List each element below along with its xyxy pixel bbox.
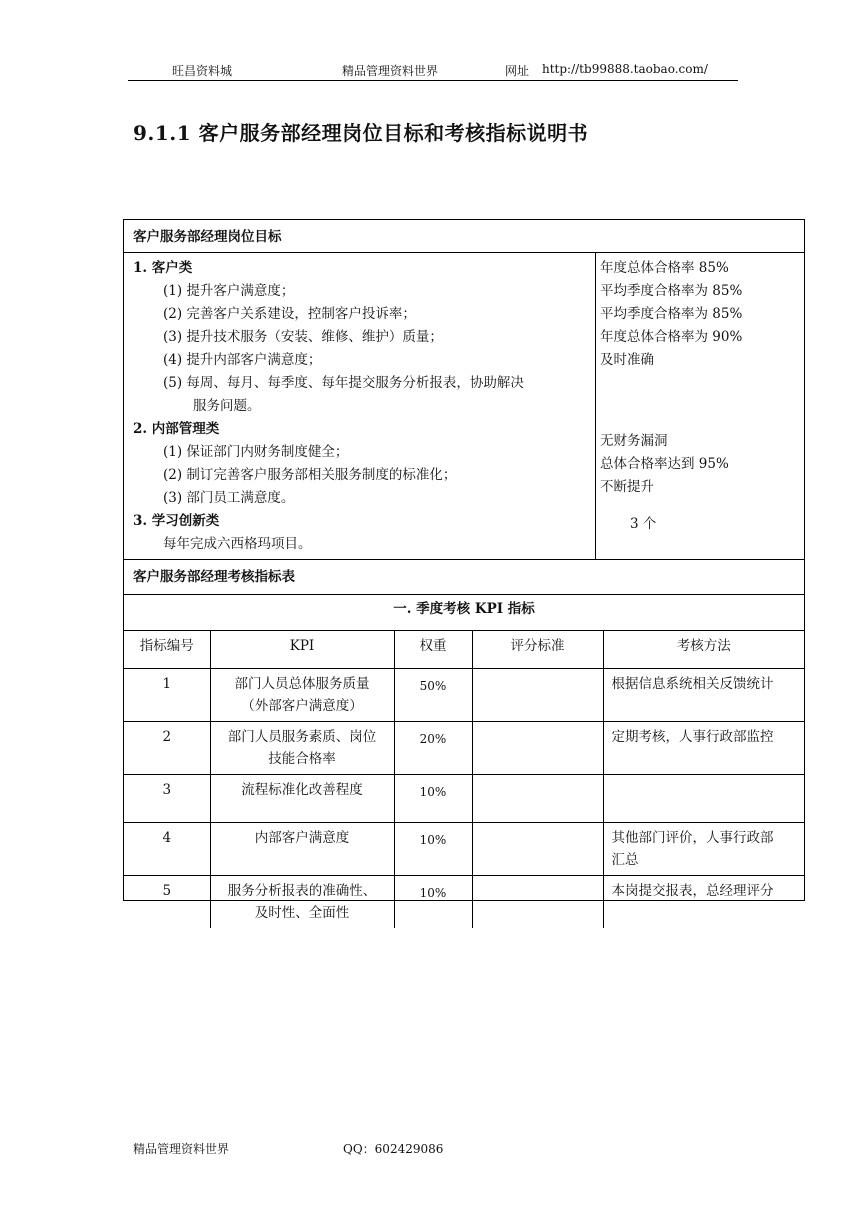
goal-targets: [600, 253, 804, 563]
kpi-name: 流程标准化改善程度: [210, 774, 394, 822]
kpi-method: 其他部门评价，人事行政部 汇总: [603, 822, 804, 875]
kpi-standard: [472, 668, 603, 721]
kpi-name: 部门人员总体服务质量 （外部客户满意度）: [210, 668, 394, 721]
goal-target: 3 个: [630, 516, 657, 532]
kpi-standard: [472, 774, 603, 822]
kpi-column-header: 评分标准: [472, 631, 603, 668]
table-row: [124, 822, 804, 875]
kpi-table: [124, 631, 804, 928]
goal-target: 年度总体合格率 85%: [600, 260, 729, 276]
goal-target: 不断提升: [600, 479, 654, 495]
kpi-standard: [472, 721, 603, 774]
footer-qq-text: QQ：602429086: [343, 1142, 444, 1156]
kpi-name: 服务分析报表的准确性、 及时性、全面性: [210, 875, 394, 928]
goal-category-label: 3. 学习创新类: [133, 513, 220, 529]
kpi-id: 4: [124, 822, 210, 875]
page-title: 9.1.1 客户服务部经理岗位目标和考核指标说明书: [133, 121, 589, 145]
goal-item: (3) 部门员工满意度。: [163, 490, 295, 506]
kpi-weight: 10%: [394, 822, 472, 875]
goal-item: (1) 提升客户满意度；: [163, 283, 295, 299]
goal-item: (4) 提升内部客户满意度；: [163, 352, 322, 368]
header-left-text: 旺昌资料城: [172, 64, 233, 78]
table-row: [124, 774, 804, 822]
page-header: [128, 62, 738, 81]
goal-category-label: 1. 客户类: [133, 260, 193, 276]
kpi-column-header: 考核方法: [603, 631, 804, 668]
kpi-weight: 10%: [394, 875, 472, 928]
kpi-id: 1: [124, 668, 210, 721]
goals-list: [124, 253, 596, 559]
goal-target: 及时准确: [600, 352, 654, 368]
table-row: [124, 721, 804, 774]
kpi-method: 本岗提交报表，总经理评分: [603, 875, 804, 928]
kpi-id: 3: [124, 774, 210, 822]
goal-item: (2) 完善客户关系建设，控制客户投诉率；: [163, 306, 416, 322]
goals-body: [124, 253, 804, 560]
goals-and-kpi-table: [123, 219, 805, 921]
goals-section-heading: 客户服务部经理岗位目标: [124, 220, 804, 253]
goal-target: 平均季度合格率为 85%: [600, 283, 743, 299]
goal-category-label: 2. 内部管理类: [133, 421, 220, 437]
kpi-id: 2: [124, 721, 210, 774]
kpi-weight: 10%: [394, 774, 472, 822]
header-middle-text: 精品管理资料世界: [342, 64, 439, 78]
goal-item: (3) 提升技术服务（安装、维修、维护）质量；: [163, 329, 443, 345]
kpi-column-header: 指标编号: [124, 631, 210, 668]
footer-left-text: 精品管理资料世界: [133, 1142, 230, 1156]
table-row: [124, 875, 804, 928]
kpi-header-row: [124, 631, 804, 668]
goal-item: 每年完成六西格玛项目。: [163, 536, 312, 552]
kpi-weight: 50%: [394, 668, 472, 721]
kpi-standard: [472, 875, 603, 928]
header-url-link[interactable]: http://tb99888.taobao.com/: [542, 62, 708, 76]
goal-target: 无财务漏洞: [600, 433, 668, 449]
goal-item: (5) 每周、每月、每季度、每年提交服务分析报表，协助解决: [163, 375, 524, 391]
kpi-column-header: 权重: [394, 631, 472, 668]
goal-target: 平均季度合格率为 85%: [600, 306, 743, 322]
kpi-id: 5: [124, 875, 210, 928]
goal-item-continued: 服务问题。: [193, 398, 261, 414]
kpi-column-header: KPI: [210, 631, 394, 668]
goal-target: 总体合格率达到 95%: [600, 456, 729, 472]
goal-item: (2) 制订完善客户服务部相关服务制度的标准化；: [163, 467, 457, 483]
goal-item: (1) 保证部门内财务制度健全；: [163, 444, 349, 460]
header-url-label: 网址: [505, 64, 530, 78]
kpi-standard: [472, 822, 603, 875]
goal-target: 年度总体合格率为 90%: [600, 329, 743, 345]
kpi-subheading: 一. 季度考核 KPI 指标: [124, 595, 804, 631]
kpi-method: 定期考核，人事行政部监控: [603, 721, 804, 774]
kpi-name: 部门人员服务素质、岗位 技能合格率: [210, 721, 394, 774]
kpi-section-heading: 客户服务部经理考核指标表: [124, 560, 804, 595]
kpi-name: 内部客户满意度: [210, 822, 394, 875]
kpi-weight: 20%: [394, 721, 472, 774]
kpi-method: 根据信息系统相关反馈统计: [603, 668, 804, 721]
kpi-method: [603, 774, 804, 822]
table-row: [124, 668, 804, 721]
